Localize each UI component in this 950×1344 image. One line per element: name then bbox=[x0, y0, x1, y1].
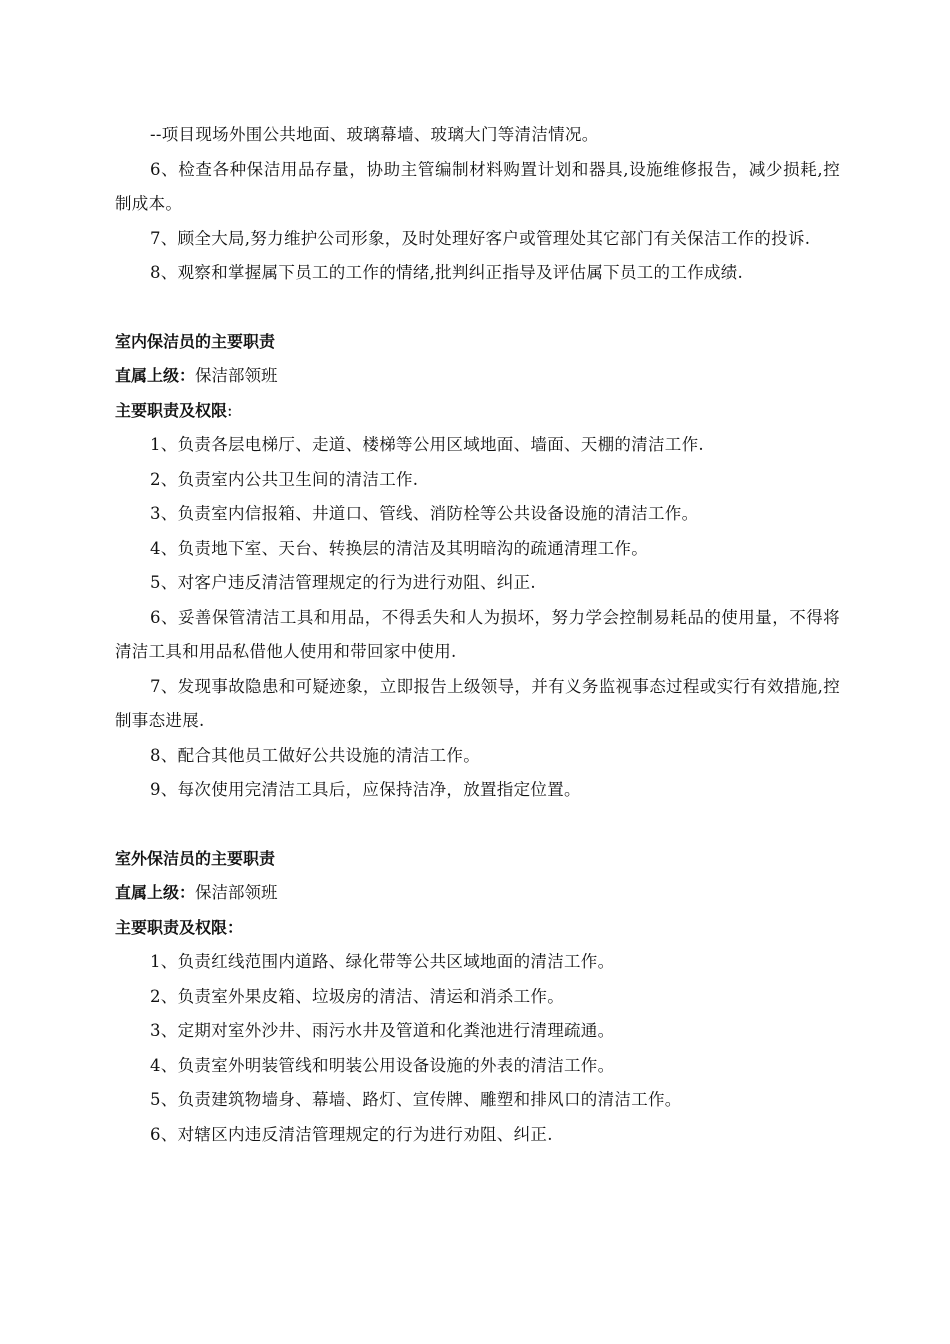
document-body bbox=[115, 118, 840, 1152]
outdoor-duties-sep: ： bbox=[227, 917, 244, 937]
outdoor-superior-label: 直属上级 bbox=[115, 883, 180, 902]
section-spacer bbox=[115, 808, 840, 842]
outdoor-duty-item: 3、定期对室外沙井、雨污水井及管道和化粪池进行清理疏通。 bbox=[150, 1021, 615, 1040]
indoor-duty-item: 5、对客户违反清洁管理规定的行为进行劝阻、纠正. bbox=[150, 573, 536, 592]
outdoor-duties-heading bbox=[115, 911, 840, 946]
outdoor-title: 室外保洁员的主要职责 bbox=[115, 848, 276, 868]
outdoor-superior-value: 保洁部领班 bbox=[195, 883, 278, 902]
indoor-superior-sep: ： bbox=[179, 366, 196, 385]
outdoor-superior bbox=[115, 876, 840, 911]
intro-line: 8、观察和掌握属下员工的工作的情绪,批判纠正指导及评估属下员工的工作成绩. bbox=[150, 263, 744, 282]
section-spacer bbox=[115, 291, 840, 325]
outdoor-superior-sep: ： bbox=[179, 883, 196, 902]
indoor-duty-item: 6、妥善保管清洁工具和用品，不得丢失和人为损坏，努力学会控制易耗品的使用量，不得将清洁工具和用品私借他人使用和带回家中使用. bbox=[115, 607, 840, 661]
indoor-duties-sep: : bbox=[227, 400, 233, 420]
indoor-duty-item: 2、负责室内公共卫生间的清洁工作. bbox=[150, 469, 419, 489]
outdoor-duty-item: 6、对辖区内违反清洁管理规定的行为进行劝阻、纠正. bbox=[150, 1124, 553, 1144]
intro-section bbox=[115, 118, 840, 291]
indoor-superior-label: 直属上级 bbox=[115, 366, 180, 385]
indoor-duties-heading bbox=[115, 394, 840, 429]
outdoor-duty-item: 2、负责室外果皮箱、垃圾房的清洁、清运和消杀工作。 bbox=[150, 986, 564, 1006]
outdoor-section bbox=[115, 842, 840, 1153]
outdoor-duties-label: 主要职责及权限 bbox=[115, 917, 228, 937]
indoor-duty-item: 9、每次使用完清洁工具后，应保持洁净，放置指定位置。 bbox=[150, 780, 581, 799]
indoor-duty-item: 7、发现事故隐患和可疑迹象，立即报告上级领导，并有义务监视事态过程或实行有效措施,控制事态进展. bbox=[115, 676, 840, 730]
intro-line: 7、顾全大局,努力维护公司形象，及时处理好客户或管理处其它部门有关保洁工作的投诉. bbox=[150, 228, 811, 248]
outdoor-duty-item: 1、负责红线范围内道路、绿化带等公共区域地面的清洁工作。 bbox=[150, 952, 615, 971]
intro-line: 6、检查各种保洁用品存量，协助主管编制材料购置计划和器具,设施维修报告，减少损耗,控制成本。 bbox=[115, 159, 840, 213]
indoor-duty-item: 1、负责各层电梯厅、走道、楼梯等公用区域地面、墙面、天棚的清洁工作. bbox=[150, 435, 704, 454]
indoor-superior bbox=[115, 359, 840, 394]
indoor-duty-item: 4、负责地下室、天台、转换层的清洁及其明暗沟的疏通清理工作。 bbox=[150, 538, 648, 558]
indoor-section bbox=[115, 325, 840, 808]
indoor-title: 室内保洁员的主要职责 bbox=[115, 331, 276, 351]
indoor-duty-item: 8、配合其他员工做好公共设施的清洁工作。 bbox=[150, 745, 480, 765]
indoor-duty-item: 3、负责室内信报箱、井道口、管线、消防栓等公共设备设施的清洁工作。 bbox=[150, 504, 699, 523]
intro-line: --项目现场外围公共地面、玻璃幕墙、玻璃大门等清洁情况。 bbox=[150, 125, 599, 144]
outdoor-duty-item: 4、负责室外明装管线和明装公用设备设施的外表的清洁工作。 bbox=[150, 1055, 615, 1075]
outdoor-duty-item: 5、负责建筑物墙身、幕墙、路灯、宣传牌、雕塑和排风口的清洁工作。 bbox=[150, 1090, 682, 1109]
indoor-duties-label: 主要职责及权限 bbox=[115, 400, 228, 420]
indoor-superior-value: 保洁部领班 bbox=[195, 366, 278, 385]
